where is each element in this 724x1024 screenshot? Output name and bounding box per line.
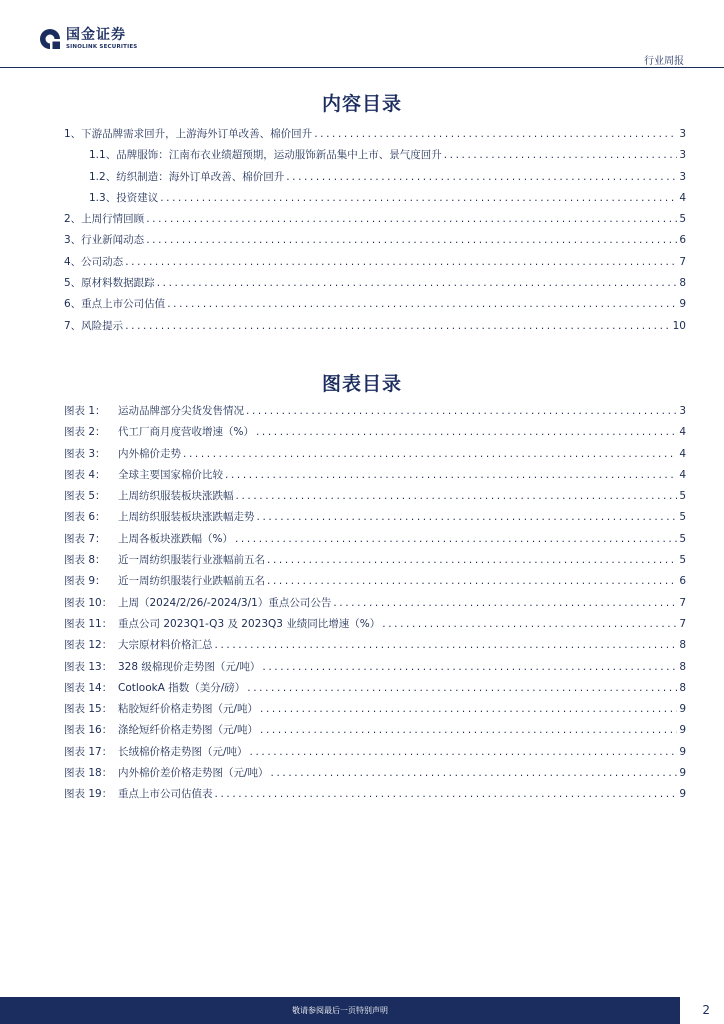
- dot-leader: [382, 618, 677, 630]
- figure-entry-page: 8: [679, 681, 686, 694]
- figure-entry-label: [64, 552, 265, 567]
- figure-entry-page: 4: [679, 426, 686, 439]
- dot-leader: [260, 703, 677, 715]
- figure-number: 图表 5：: [64, 490, 106, 503]
- figure-caption: 近一周纺织服装行业涨幅前五名: [118, 554, 265, 567]
- dot-leader: [246, 405, 677, 417]
- dot-leader: [160, 192, 677, 204]
- figure-entry[interactable]: [64, 531, 686, 552]
- contents-entry-page: 8: [679, 277, 686, 290]
- contents-entry-label: 4、公司动态: [64, 255, 124, 268]
- figure-entry[interactable]: [64, 616, 686, 637]
- figure-entry-page: 5: [679, 554, 686, 567]
- figure-number: 图表 3：: [64, 447, 106, 460]
- figure-entry-page: 9: [679, 745, 686, 758]
- figure-entry-label: [64, 509, 255, 524]
- figure-caption: 代工厂商月度营收增速（%）: [118, 426, 254, 439]
- figures-list: [64, 403, 686, 808]
- header-divider: [0, 67, 724, 68]
- figure-entry-page: 5: [679, 511, 686, 524]
- figure-caption: 内外棉价走势: [118, 447, 181, 460]
- figure-entry[interactable]: [64, 573, 686, 594]
- figure-entry[interactable]: [64, 744, 686, 765]
- figure-number: 图表 15：: [64, 703, 113, 716]
- figure-entry-page: 9: [679, 724, 686, 737]
- figure-entry-page: 4: [679, 468, 686, 481]
- figure-entry-page: 8: [679, 660, 686, 673]
- figures-title: 图表目录: [321, 373, 402, 395]
- page-header: [0, 0, 724, 68]
- contents-entry[interactable]: [64, 211, 686, 232]
- dot-leader: [167, 298, 677, 310]
- figure-number: 图表 6：: [64, 511, 106, 524]
- figure-caption: 重点公司 2023Q1-Q3 及 2023Q3 业绩同比增速（%）: [118, 617, 381, 630]
- dot-leader: [146, 234, 677, 246]
- contents-entry[interactable]: [64, 190, 686, 211]
- dot-leader: [125, 256, 677, 268]
- contents-entry-page: 3: [679, 170, 686, 183]
- figure-caption: 粘胶短纤价格走势图（元/吨）: [118, 703, 259, 716]
- contents-entry-label: 1.2、纺织制造：海外订单改善、棉价回升: [89, 170, 285, 183]
- figure-entry-page: 9: [679, 767, 686, 780]
- figure-caption: 重点上市公司估值表: [118, 788, 213, 801]
- figure-number: 图表 13：: [64, 660, 113, 673]
- dot-leader: [125, 320, 670, 332]
- figure-caption: 长绒棉价格走势图（元/吨）: [118, 745, 248, 758]
- figure-caption: 上周（2024/2/26/-2024/3/1）重点公司公告: [118, 596, 332, 609]
- figure-number: 图表 12：: [64, 639, 113, 652]
- contents-entry[interactable]: [64, 126, 686, 147]
- dot-leader: [146, 213, 677, 225]
- figure-caption: 上周纺织服装板块涨跌幅走势: [118, 511, 255, 524]
- figure-entry-label: [64, 595, 331, 610]
- figure-entry-page: 8: [679, 639, 686, 652]
- figure-entry[interactable]: [64, 509, 686, 530]
- dot-leader: [250, 746, 678, 758]
- contents-entry-label: 3、行业新闻动态: [64, 234, 145, 247]
- figure-caption: 上周纺织服装板块涨跌幅: [118, 490, 234, 503]
- dot-leader: [267, 554, 677, 566]
- dot-leader: [235, 533, 677, 545]
- figure-entry-page: 6: [679, 575, 686, 588]
- contents-entry-label: 5、原材料数据跟踪: [64, 277, 155, 290]
- figure-caption: 近一周纺织服装行业跌幅前五名: [118, 575, 265, 588]
- figure-number: 图表 7：: [64, 532, 106, 545]
- figure-entry-page: 5: [679, 490, 686, 503]
- figure-entry[interactable]: [64, 765, 686, 786]
- figure-entry[interactable]: [64, 403, 686, 424]
- figure-entry-label: [64, 424, 254, 439]
- contents-entry[interactable]: [64, 296, 686, 317]
- figure-entry-page: 7: [679, 596, 686, 609]
- contents-entry-page: 9: [679, 298, 686, 311]
- figure-number: 图表 10：: [64, 596, 113, 609]
- figure-caption: 全球主要国家棉价比较: [118, 468, 223, 481]
- dot-leader: [256, 426, 677, 438]
- figure-entry-label: [64, 403, 244, 418]
- figure-entry[interactable]: [64, 488, 686, 509]
- dot-leader: [333, 597, 677, 609]
- footer-disclaimer: 敬请参阅最后一页特别声明: [292, 1006, 388, 1015]
- dot-leader: [183, 448, 677, 460]
- dot-leader: [215, 788, 678, 800]
- contents-entry-page: 5: [679, 213, 686, 226]
- figure-entry-label: [64, 531, 233, 546]
- contents-entry[interactable]: [64, 169, 686, 190]
- figure-entry-page: 9: [679, 703, 686, 716]
- figure-entry-label: [64, 488, 234, 503]
- figure-entry-label: [64, 744, 248, 759]
- figure-number: 图表 4：: [64, 468, 106, 481]
- contents-entry[interactable]: [64, 275, 686, 296]
- figure-entry[interactable]: [64, 446, 686, 467]
- figure-entry-page: 7: [679, 617, 686, 630]
- figure-entry-label: [64, 659, 260, 674]
- report-type-label: 行业周报: [644, 56, 684, 67]
- figure-number: 图表 19：: [64, 788, 113, 801]
- figure-entry-page: 9: [679, 788, 686, 801]
- figure-entry-label: [64, 573, 265, 588]
- figure-entry-label: [64, 701, 258, 716]
- contents-entry-page: 7: [679, 255, 686, 268]
- figure-entry-page: 4: [679, 447, 686, 460]
- page-number: 2: [702, 1003, 710, 1017]
- figure-entry[interactable]: [64, 595, 686, 616]
- contents-entry-page: 3: [679, 149, 686, 162]
- figure-number: 图表 2：: [64, 426, 106, 439]
- figure-entry-page: 5: [679, 532, 686, 545]
- figure-number: 图表 14：: [64, 681, 113, 694]
- dot-leader: [262, 661, 677, 673]
- contents-entry-label: 1、下游品牌需求回升，上游海外订单改善、棉价回升: [64, 128, 313, 140]
- figure-entry[interactable]: [64, 786, 686, 807]
- company-logo: [39, 28, 137, 51]
- contents-entry[interactable]: [64, 318, 686, 339]
- dot-leader: [215, 639, 678, 651]
- contents-entry-page: 4: [679, 191, 686, 204]
- dot-leader: [286, 171, 677, 183]
- figure-caption: 内外棉价差价格走势图（元/吨）: [118, 767, 269, 780]
- dot-leader: [157, 277, 678, 289]
- contents-entry[interactable]: [64, 147, 686, 168]
- dot-leader: [267, 575, 677, 587]
- dot-leader: [314, 128, 677, 140]
- figure-entry-page: 3: [679, 405, 686, 417]
- figure-entry[interactable]: [64, 722, 686, 743]
- figure-number: 图表 11：: [64, 617, 113, 630]
- dot-leader: [257, 511, 678, 523]
- dot-leader: [271, 767, 678, 779]
- figure-entry[interactable]: [64, 659, 686, 680]
- contents-entry-page: 10: [672, 319, 686, 332]
- contents-entry-label: 7、风险提示: [64, 319, 124, 332]
- figure-entry[interactable]: [64, 701, 686, 722]
- figure-number: 图表 9：: [64, 575, 106, 588]
- contents-entry-label: 1.1、品牌服饰：江南布衣业绩超预期，运动服饰新品集中上市、景气度回升: [89, 149, 442, 162]
- figure-entry-label: [64, 680, 245, 695]
- figure-entry-label: [64, 446, 181, 461]
- figure-entry-label: [64, 616, 380, 631]
- figure-entry-label: [64, 786, 213, 801]
- figure-number: 图表 18：: [64, 767, 113, 780]
- dot-leader: [260, 724, 677, 736]
- figure-number: 图表 1：: [64, 405, 106, 417]
- contents-title: 内容目录: [321, 93, 402, 115]
- figure-entry-label: [64, 637, 213, 652]
- contents-entry-label: 2、上周行情回顾: [64, 213, 145, 226]
- figure-caption: 涤纶短纤价格走势图（元/吨）: [118, 724, 259, 737]
- figure-caption: 大宗原材料价格汇总: [118, 639, 213, 652]
- figure-entry[interactable]: [64, 552, 686, 573]
- figure-number: 图表 17：: [64, 745, 113, 758]
- figure-entry-label: [64, 765, 269, 780]
- contents-entry-label: 6、重点上市公司估值: [64, 298, 166, 311]
- figure-number: 图表 16：: [64, 724, 113, 737]
- sinolink-logo-icon: [39, 28, 61, 50]
- figure-entry[interactable]: [64, 680, 686, 701]
- contents-entry-label: 1.3、投资建议: [89, 191, 159, 204]
- contents-entry[interactable]: [64, 232, 686, 253]
- dot-leader: [444, 149, 678, 161]
- figure-caption: 328 级棉现价走势图（元/吨）: [118, 660, 261, 673]
- figure-entry-label: [64, 467, 223, 482]
- figure-caption: 上周各板块涨跌幅（%）: [118, 532, 233, 545]
- dot-leader: [236, 490, 678, 502]
- figure-entry-label: [64, 722, 258, 737]
- page-footer: [0, 997, 724, 1024]
- figure-caption: CotlookA 指数（美分/磅）: [118, 681, 246, 694]
- figure-entry[interactable]: [64, 637, 686, 658]
- contents-entry-page: 6: [679, 234, 686, 247]
- figure-caption: 运动品牌部分尖货发售情况: [118, 405, 244, 417]
- logo-chinese-name: 国金证券: [66, 27, 126, 43]
- figure-entry[interactable]: [64, 467, 686, 488]
- contents-entry[interactable]: [64, 254, 686, 275]
- figure-entry[interactable]: [64, 424, 686, 445]
- logo-english-name: SINOLINK SECURITIES: [66, 44, 138, 50]
- contents-list: [64, 126, 686, 339]
- dot-leader: [225, 469, 677, 481]
- figure-number: 图表 8：: [64, 554, 106, 567]
- contents-entry-page: 3: [679, 128, 686, 140]
- dot-leader: [247, 682, 677, 694]
